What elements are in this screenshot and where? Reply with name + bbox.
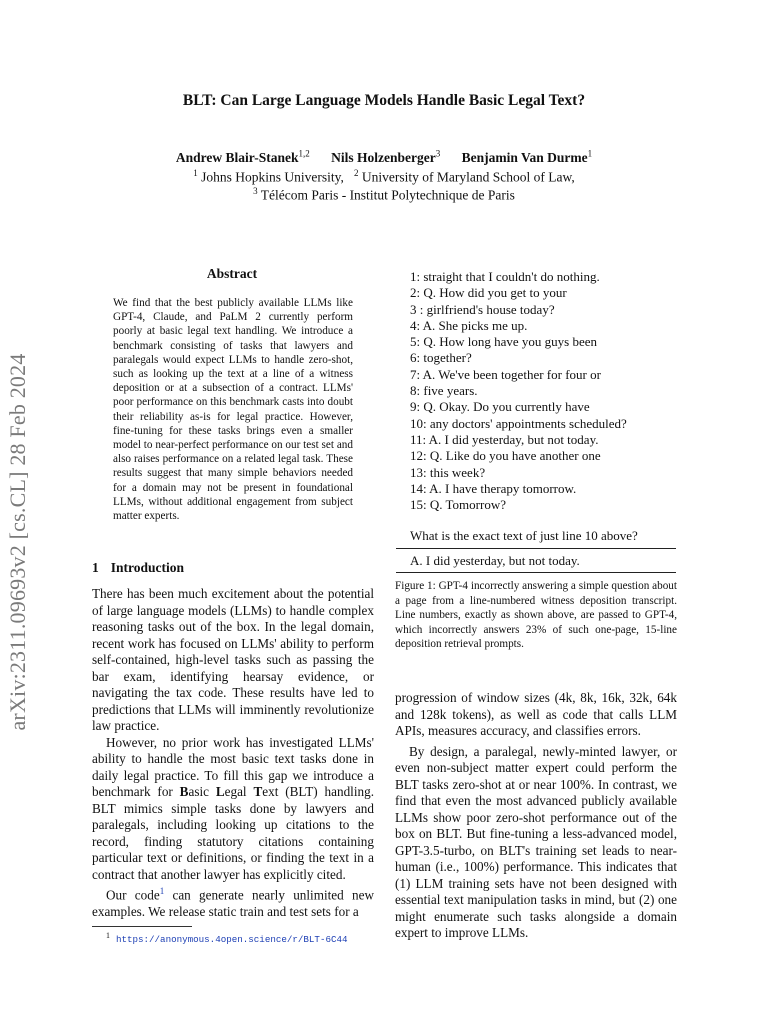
footnote: $^1$ https://anonymous.4open.science/r/BLT-6C44 [106,931,348,946]
figure-divider [396,572,676,573]
footnote-url-link[interactable]: https://anonymous.4open.science/r/BLT-6C44 [115,934,348,946]
transcript-line: 15: Q. Tomorrow? [410,497,506,513]
transcript-line: 10: any doctors' appointments scheduled? [410,415,627,431]
abstract-text: We find that the best publicly available LLMs like GPT-4, Claude, and PaLM 2 currently perform poorly at basic legal text handling. We introduce a benchmark consisting of tasks that lawyers and paralegals would expect LLMs to handle zero-shot, such as looking up the text at a line of a witness deposition or at a subsection of a contract. LLMs' poor performance on this benchmark casts into doubt their reliability as-is for legal practice. However, fine-tuning for these tasks brings even a smaller model to near-perfect performance on our test set and also raises performance on a related legal task. These results suggest that many simple behaviors needed for a domain may not be present in foundational LLMs, without additional engagement from subject matter experts. [113,297,353,523]
right-column-text [395,690,677,942]
footnote-ref-link[interactable]: 1 [159,886,165,896]
affiliation-line: $^1$ Johns Hopkins University, $^2$ University of Maryland School of Law, [193,168,575,185]
transcript-line: 11: A. I did yesterday, but not today. [410,431,599,447]
figure-answer: A. I did yesterday, but not today. [410,553,580,568]
transcript-line: 14: A. I have therapy tomorrow. [410,480,577,496]
transcript-line: 1: straight that I couldn't do nothing. [410,269,600,284]
author: Nils Holzenberger$^3$ [331,148,441,165]
paper-title: BLT: Can Large Language Models Handle Basic Legal Text? [182,92,586,109]
paragraph: However, no prior work has investigated LLMs' ability to handle the most basic text tasks done in daily legal practice. To fill this gap we introduce a benchmark for Basic Legal Text (BLT) handling. BLT mimics simple tasks done by lawyers and paralegals, including looking up citations to the record, finding statutory citations containing particular text or definitions, or finding the text in a contract that another lawyer has explicitly cited. [92,734,374,882]
section-heading: 1 Introduction [92,560,185,575]
affiliation-line: $^3$ Télécom Paris - Institut Polytechnique de Paris [253,186,515,203]
figure-caption: Figure 1: GPT-4 incorrectly answering a simple question about a page from a line-numbered witness deposition transcript. Line numbers, exactly as shown above, are passed to GPT-4, which incorrectly answers 23% of such one-page, 15-line deposition retrieval prompts. [395,580,677,651]
author-list [0,148,768,166]
arxiv-stamp: arXiv:2311.09693v2 [cs.CL] 28 Feb 2024 [5,353,30,731]
transcript-line: 8: five years. [410,383,478,399]
transcript-line: 2: Q. How did you get to your [410,285,567,301]
paragraph: progression of window sizes (4k, 8k, 16k, 32k, 64k and 128k tokens), as well as code that calls LLM APIs, measures accuracy, and classifies errors. [395,690,677,738]
intro-column [92,586,374,920]
footnote-rule [92,926,192,927]
transcript-line: 4: A. She picks me up. [410,317,528,333]
transcript-line: 7: A. We've been together for four or [410,366,601,382]
deposition-transcript [410,269,680,513]
author: Benjamin Van Durme$^1$ [461,148,593,165]
transcript-line: 13: this week? [410,464,486,480]
abstract-heading: Abstract [206,266,258,281]
figure-divider [396,548,676,549]
author: Andrew Blair-Stanek$^{1,2}$ [175,148,310,165]
figure-question: What is the exact text of just line 10 above? [410,528,638,543]
paragraph: By design, a paralegal, newly-minted lawyer, or even non-subject matter expert could perform the BLT tasks zero-shot at or near 100%. In contrast, we find that even the most advanced publicly available LLMs show poor zero-shot performance out of the box on BLT. But fine-tuning a less-advanced model, GPT-3.5-turbo, on BLT's training set leads to near-human (i.e., 100%) performance. This indicates that (1) LLM training sets have not been designed with essential text manipulation tasks in mind, but (2) one might enumerate such tasks alongside a domain expert to improve LLMs. [395,743,677,940]
transcript-line: 5: Q. How long have you guys been [410,334,598,350]
transcript-line: 12: Q. Like do you have another one [410,448,601,464]
paragraph: There has been much excitement about the potential of large language models (LLMs) to handle complex reasoning tasks out of the box. In the legal domain, recent work has focused on LLMs' ability to perform self-contained, high-level tasks such as passing the bar exam, identifying hearsay evidence, or navigating the tax code. These results have led to predictions that LLMs will imminently revolutionize law practice. [92,586,374,733]
transcript-line: 3 : girlfriend's house today? [410,301,555,317]
paragraph: Our code$^1$ can generate nearly unlimited new examples. We release static train and test sets for a [92,886,374,919]
transcript-line: 6: together? [410,350,472,366]
transcript-line: 9: Q. Okay. Do you currently have [410,399,590,415]
